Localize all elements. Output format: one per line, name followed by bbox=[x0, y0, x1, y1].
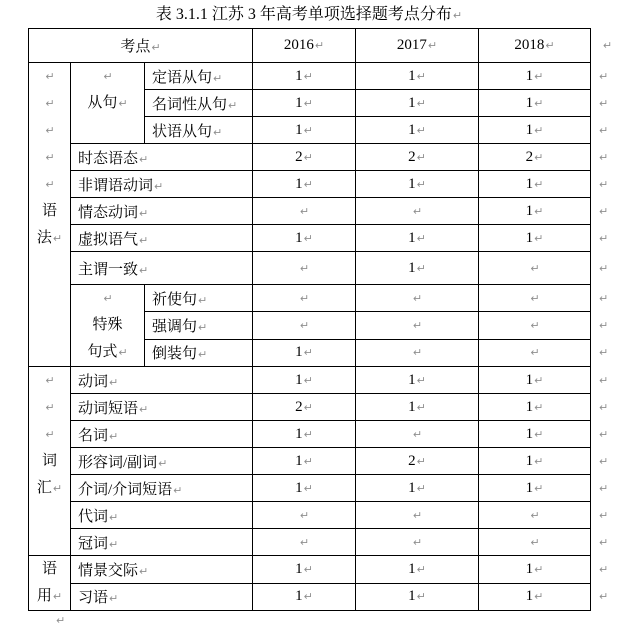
topic-cell: 介词/介词短语↵ bbox=[71, 475, 253, 502]
paragraph-mark: ↵ bbox=[109, 510, 119, 524]
paragraph-mark: ↵ bbox=[530, 261, 540, 275]
value-cell: 1↵ bbox=[479, 448, 591, 475]
paragraph-mark: ↵ bbox=[139, 402, 149, 416]
topic-cell: 代词↵ bbox=[71, 502, 253, 529]
paragraph-mark: ↵ bbox=[534, 590, 544, 604]
paragraph-mark-below-table: ↵ bbox=[56, 614, 66, 627]
empty-value-cell bbox=[356, 502, 479, 529]
paragraph-mark: ↵ bbox=[599, 231, 609, 245]
empty-value-cell bbox=[253, 285, 356, 312]
paragraph-mark: ↵ bbox=[599, 454, 609, 468]
paragraph-mark: ↵ bbox=[602, 39, 613, 52]
section-cell-line bbox=[29, 171, 70, 198]
value-cell: 1↵ bbox=[356, 583, 479, 611]
header-year-2018: 2018↵ bbox=[479, 29, 591, 63]
section-cell-line bbox=[29, 421, 70, 448]
topic-cell: 名词性从句↵ bbox=[145, 90, 253, 117]
header-year-2016: 2016↵ bbox=[253, 29, 356, 63]
paragraph-mark: ↵ bbox=[416, 454, 426, 468]
paragraph-mark: ↵ bbox=[303, 123, 313, 137]
empty-value-cell bbox=[253, 252, 356, 285]
value-cell: 1↵ bbox=[479, 117, 591, 144]
end-of-row-mark bbox=[591, 475, 617, 502]
section-cell-line: 语 bbox=[41, 561, 57, 577]
paragraph-mark: ↵ bbox=[599, 481, 609, 495]
section-cell-line bbox=[29, 367, 70, 394]
paragraph-mark: ↵ bbox=[303, 400, 313, 414]
end-of-row-mark bbox=[591, 448, 617, 475]
value-cell: 1↵ bbox=[479, 421, 591, 448]
paragraph-mark: ↵ bbox=[299, 318, 310, 332]
paragraph-mark: ↵ bbox=[599, 346, 609, 360]
section-cell-line: 词 bbox=[41, 453, 57, 469]
paragraph-mark: ↵ bbox=[599, 123, 609, 137]
paragraph-mark: ↵ bbox=[52, 232, 63, 245]
paragraph-mark: ↵ bbox=[303, 427, 313, 441]
empty-value-cell bbox=[356, 312, 479, 339]
paragraph-mark: ↵ bbox=[412, 318, 423, 332]
paragraph-mark: ↵ bbox=[416, 400, 426, 414]
empty-value-cell bbox=[479, 285, 591, 312]
topic-cell: 动词短语↵ bbox=[71, 394, 253, 421]
paragraph-mark: ↵ bbox=[599, 562, 609, 576]
paragraph-mark: ↵ bbox=[139, 206, 149, 220]
paragraph-mark: ↵ bbox=[545, 39, 555, 52]
paragraph-mark: ↵ bbox=[530, 318, 540, 332]
paragraph-mark: ↵ bbox=[534, 204, 544, 218]
topic-cell: 名词↵ bbox=[71, 421, 253, 448]
paragraph-mark: ↵ bbox=[416, 69, 426, 83]
paragraph-mark: ↵ bbox=[303, 562, 313, 576]
paragraph-mark: ↵ bbox=[599, 150, 609, 164]
table-title-text: 表 3.1.1 江苏 3 年高考单项选择题考点分布 bbox=[155, 6, 452, 23]
topic-cell: 强调句↵ bbox=[145, 312, 253, 339]
value-cell: 1↵ bbox=[356, 171, 479, 198]
paragraph-mark: ↵ bbox=[534, 231, 544, 245]
paragraph-mark: ↵ bbox=[530, 291, 540, 305]
header-topic: 考点↵ bbox=[29, 29, 253, 63]
paragraph-mark: ↵ bbox=[139, 233, 149, 247]
paragraph-mark: ↵ bbox=[198, 320, 208, 334]
paragraph-mark: ↵ bbox=[45, 124, 55, 137]
end-of-row-mark bbox=[591, 556, 617, 584]
table-row bbox=[29, 63, 617, 90]
table-row bbox=[29, 171, 617, 198]
paragraph-mark: ↵ bbox=[45, 151, 55, 164]
paragraph-mark: ↵ bbox=[416, 481, 426, 495]
section-cell-line: 句式↵ bbox=[87, 344, 128, 360]
section-cell-line bbox=[29, 394, 70, 421]
end-of-row-mark bbox=[591, 90, 617, 117]
end-of-row-mark bbox=[591, 198, 617, 225]
end-of-row-mark bbox=[591, 367, 617, 394]
paragraph-mark: ↵ bbox=[299, 535, 310, 549]
paragraph-mark: ↵ bbox=[228, 98, 238, 112]
paragraph-mark: ↵ bbox=[530, 535, 540, 549]
paragraph-mark: ↵ bbox=[534, 481, 544, 495]
value-cell: 1↵ bbox=[253, 339, 356, 366]
table-header-row bbox=[29, 29, 617, 63]
section-cell-line: 法↵ bbox=[36, 230, 63, 246]
table-row bbox=[29, 367, 617, 394]
section-cell-line bbox=[29, 63, 70, 90]
topic-cell: 形容词/副词↵ bbox=[71, 448, 253, 475]
paragraph-mark: ↵ bbox=[599, 535, 609, 549]
paragraph-mark: ↵ bbox=[109, 537, 119, 551]
value-cell: 1↵ bbox=[253, 367, 356, 394]
paragraph-mark: ↵ bbox=[213, 71, 223, 85]
section-cell-line bbox=[29, 144, 70, 171]
empty-value-cell bbox=[479, 502, 591, 529]
topic-cell: 动词↵ bbox=[71, 367, 253, 394]
section-vocabulary bbox=[29, 367, 71, 556]
topic-cell: 虚拟语气↵ bbox=[71, 225, 253, 252]
end-of-row-mark bbox=[591, 502, 617, 529]
value-cell: 1↵ bbox=[356, 556, 479, 584]
paragraph-mark: ↵ bbox=[416, 177, 426, 191]
table-title bbox=[28, 5, 590, 25]
paragraph-mark: ↵ bbox=[412, 535, 423, 549]
empty-value-cell bbox=[356, 285, 479, 312]
table-row bbox=[29, 144, 617, 171]
paragraph-mark: ↵ bbox=[416, 373, 426, 387]
paragraph-mark: ↵ bbox=[139, 564, 149, 578]
value-cell: 1↵ bbox=[479, 475, 591, 502]
end-of-row-mark bbox=[591, 117, 617, 144]
paragraph-mark: ↵ bbox=[303, 454, 313, 468]
paragraph-mark: ↵ bbox=[45, 70, 55, 83]
paragraph-mark: ↵ bbox=[103, 70, 113, 83]
topic-cell: 情景交际↵ bbox=[71, 556, 253, 584]
paragraph-mark: ↵ bbox=[118, 346, 128, 359]
table-row bbox=[29, 448, 617, 475]
empty-value-cell bbox=[253, 529, 356, 556]
topic-cell: 祈使句↵ bbox=[145, 285, 253, 312]
value-cell: 2↵ bbox=[356, 448, 479, 475]
end-of-row-mark bbox=[591, 529, 617, 556]
value-cell: 1↵ bbox=[479, 171, 591, 198]
value-cell: 1↵ bbox=[356, 367, 479, 394]
paragraph-mark: ↵ bbox=[416, 96, 426, 110]
topic-cell: 冠词↵ bbox=[71, 529, 253, 556]
empty-value-cell bbox=[356, 339, 479, 366]
empty-value-cell bbox=[479, 312, 591, 339]
exam-table-body bbox=[29, 29, 617, 611]
value-cell: 1↵ bbox=[356, 252, 479, 285]
value-cell: 1↵ bbox=[479, 90, 591, 117]
paragraph-mark: ↵ bbox=[599, 261, 609, 275]
value-cell: 1↵ bbox=[253, 63, 356, 90]
paragraph-mark: ↵ bbox=[416, 150, 426, 164]
end-of-row-mark bbox=[591, 339, 617, 366]
group-subordinate-clause bbox=[71, 63, 145, 144]
table-row bbox=[29, 529, 617, 556]
paragraph-mark: ↵ bbox=[109, 429, 119, 443]
paragraph-mark: ↵ bbox=[303, 177, 313, 191]
paragraph-mark: ↵ bbox=[416, 590, 426, 604]
paragraph-mark: ↵ bbox=[534, 96, 544, 110]
paragraph-mark: ↵ bbox=[534, 562, 544, 576]
end-of-row-mark bbox=[591, 421, 617, 448]
value-cell: 2↵ bbox=[253, 394, 356, 421]
paragraph-mark: ↵ bbox=[103, 292, 113, 305]
empty-value-cell bbox=[356, 529, 479, 556]
paragraph-mark: ↵ bbox=[303, 481, 313, 495]
value-cell: 1↵ bbox=[479, 225, 591, 252]
paragraph-mark: ↵ bbox=[139, 263, 149, 277]
paragraph-mark: ↵ bbox=[198, 348, 208, 362]
paragraph-mark: ↵ bbox=[412, 427, 423, 441]
paragraph-mark: ↵ bbox=[534, 150, 544, 164]
value-cell: 1↵ bbox=[356, 394, 479, 421]
end-of-row-mark bbox=[591, 171, 617, 198]
paragraph-mark: ↵ bbox=[599, 318, 609, 332]
paragraph-mark: ↵ bbox=[452, 9, 463, 22]
paragraph-mark: ↵ bbox=[599, 427, 609, 441]
value-cell: 1↵ bbox=[253, 475, 356, 502]
topic-cell: 情态动词↵ bbox=[71, 198, 253, 225]
paragraph-mark: ↵ bbox=[412, 508, 423, 522]
paragraph-mark: ↵ bbox=[151, 41, 161, 54]
paragraph-mark: ↵ bbox=[52, 482, 63, 495]
topic-cell: 非谓语动词↵ bbox=[71, 171, 253, 198]
paragraph-mark: ↵ bbox=[599, 373, 609, 387]
paragraph-mark: ↵ bbox=[599, 69, 609, 83]
paragraph-mark: ↵ bbox=[534, 427, 544, 441]
paragraph-mark: ↵ bbox=[534, 373, 544, 387]
value-cell: 1↵ bbox=[356, 225, 479, 252]
paragraph-mark: ↵ bbox=[427, 39, 438, 52]
empty-value-cell bbox=[479, 252, 591, 285]
table-row bbox=[29, 252, 617, 285]
paragraph-mark: ↵ bbox=[45, 374, 55, 387]
paragraph-mark: ↵ bbox=[303, 96, 313, 110]
value-cell: 2↵ bbox=[356, 144, 479, 171]
paragraph-mark: ↵ bbox=[534, 177, 544, 191]
end-of-row-mark bbox=[591, 63, 617, 90]
table-row bbox=[29, 475, 617, 502]
table-row bbox=[29, 285, 617, 312]
paragraph-mark: ↵ bbox=[534, 123, 544, 137]
paragraph-mark: ↵ bbox=[109, 592, 119, 606]
paragraph-mark: ↵ bbox=[416, 231, 426, 245]
header-year-2017: 2017↵ bbox=[356, 29, 479, 63]
table-row bbox=[29, 198, 617, 225]
end-of-row-mark bbox=[591, 312, 617, 339]
paragraph-mark: ↵ bbox=[139, 152, 149, 166]
paragraph-mark: ↵ bbox=[45, 178, 55, 191]
paragraph-mark: ↵ bbox=[45, 97, 55, 110]
end-of-row-mark bbox=[591, 583, 617, 611]
value-cell: 1↵ bbox=[356, 90, 479, 117]
section-cell-line: 语 bbox=[41, 203, 57, 219]
topic-cell: 倒装句↵ bbox=[145, 339, 253, 366]
paragraph-mark: ↵ bbox=[534, 454, 544, 468]
end-of-row-mark bbox=[591, 225, 617, 252]
paragraph-mark: ↵ bbox=[314, 39, 325, 52]
empty-value-cell bbox=[479, 339, 591, 366]
paragraph-mark: ↵ bbox=[599, 590, 609, 604]
end-of-row-mark bbox=[591, 252, 617, 285]
empty-value-cell bbox=[356, 198, 479, 225]
paragraph-mark: ↵ bbox=[599, 177, 609, 191]
table-row bbox=[29, 556, 617, 584]
empty-value-cell bbox=[479, 529, 591, 556]
paragraph-mark: ↵ bbox=[118, 97, 128, 110]
value-cell: 1↵ bbox=[479, 198, 591, 225]
value-cell: 1↵ bbox=[479, 367, 591, 394]
paragraph-mark: ↵ bbox=[416, 562, 426, 576]
value-cell: 1↵ bbox=[356, 117, 479, 144]
paragraph-mark: ↵ bbox=[412, 291, 423, 305]
end-of-row-mark bbox=[591, 394, 617, 421]
table-row bbox=[29, 394, 617, 421]
table-row bbox=[29, 421, 617, 448]
value-cell: 1↵ bbox=[253, 117, 356, 144]
paragraph-mark: ↵ bbox=[416, 261, 426, 275]
paragraph-mark: ↵ bbox=[534, 69, 544, 83]
paragraph-mark: ↵ bbox=[599, 508, 609, 522]
value-cell: 1↵ bbox=[479, 583, 591, 611]
value-cell: 1↵ bbox=[479, 556, 591, 584]
end-of-row-mark bbox=[591, 285, 617, 312]
paragraph-mark: ↵ bbox=[303, 590, 313, 604]
section-cell-line: 特殊 bbox=[92, 317, 123, 333]
paragraph-mark: ↵ bbox=[173, 483, 183, 497]
value-cell: 1↵ bbox=[253, 90, 356, 117]
paragraph-mark: ↵ bbox=[599, 96, 609, 110]
paragraph-mark: ↵ bbox=[109, 375, 119, 389]
paragraph-mark: ↵ bbox=[213, 125, 223, 139]
topic-cell: 习语↵ bbox=[71, 583, 253, 611]
value-cell: 1↵ bbox=[253, 448, 356, 475]
exam-topics-table bbox=[28, 28, 617, 611]
paragraph-mark: ↵ bbox=[416, 123, 426, 137]
section-cell-line: 从句↵ bbox=[87, 95, 128, 111]
section-grammar bbox=[29, 63, 71, 367]
topic-cell: 主谓一致↵ bbox=[71, 252, 253, 285]
end-of-row-mark bbox=[591, 29, 617, 63]
paragraph-mark: ↵ bbox=[303, 346, 313, 360]
topic-cell: 定语从句↵ bbox=[145, 63, 253, 90]
section-cell-line bbox=[29, 90, 70, 117]
paragraph-mark: ↵ bbox=[158, 456, 168, 470]
paragraph-mark: ↵ bbox=[45, 401, 55, 414]
paragraph-mark: ↵ bbox=[303, 373, 313, 387]
table-row bbox=[29, 583, 617, 611]
value-cell: 1↵ bbox=[479, 394, 591, 421]
paragraph-mark: ↵ bbox=[303, 231, 313, 245]
value-cell: 1↵ bbox=[253, 225, 356, 252]
table-row bbox=[29, 225, 617, 252]
topic-cell: 状语从句↵ bbox=[145, 117, 253, 144]
paragraph-mark: ↵ bbox=[599, 291, 609, 305]
empty-value-cell bbox=[253, 502, 356, 529]
paragraph-mark: ↵ bbox=[154, 179, 164, 193]
paragraph-mark: ↵ bbox=[52, 590, 63, 603]
paragraph-mark: ↵ bbox=[412, 346, 423, 360]
paragraph-mark: ↵ bbox=[599, 204, 609, 218]
section-cell-line: 用↵ bbox=[36, 588, 63, 604]
value-cell: 1↵ bbox=[356, 475, 479, 502]
value-cell: 1↵ bbox=[253, 556, 356, 584]
paragraph-mark: ↵ bbox=[198, 293, 208, 307]
paragraph-mark: ↵ bbox=[599, 400, 609, 414]
paragraph-mark: ↵ bbox=[299, 204, 310, 218]
empty-value-cell bbox=[253, 198, 356, 225]
paragraph-mark: ↵ bbox=[530, 346, 540, 360]
end-of-row-mark bbox=[591, 144, 617, 171]
paragraph-mark: ↵ bbox=[412, 204, 423, 218]
section-cell-line bbox=[71, 63, 144, 90]
empty-value-cell bbox=[253, 312, 356, 339]
paragraph-mark: ↵ bbox=[299, 291, 310, 305]
paragraph-mark: ↵ bbox=[534, 400, 544, 414]
paragraph-mark: ↵ bbox=[45, 428, 55, 441]
value-cell: 2↵ bbox=[253, 144, 356, 171]
section-cell-line bbox=[71, 285, 144, 312]
paragraph-mark: ↵ bbox=[299, 261, 310, 275]
paragraph-mark: ↵ bbox=[530, 508, 540, 522]
value-cell: 1↵ bbox=[253, 583, 356, 611]
table-row bbox=[29, 502, 617, 529]
value-cell: 1↵ bbox=[253, 171, 356, 198]
paragraph-mark: ↵ bbox=[299, 508, 310, 522]
section-cell-line bbox=[29, 117, 70, 144]
empty-value-cell bbox=[356, 421, 479, 448]
paragraph-mark: ↵ bbox=[303, 69, 313, 83]
section-cell-line: 汇↵ bbox=[36, 480, 63, 496]
value-cell: 1↵ bbox=[479, 63, 591, 90]
value-cell: 1↵ bbox=[356, 63, 479, 90]
value-cell: 2↵ bbox=[479, 144, 591, 171]
value-cell: 1↵ bbox=[253, 421, 356, 448]
section-pragmatics bbox=[29, 556, 71, 611]
paragraph-mark: ↵ bbox=[303, 150, 313, 164]
topic-cell: 时态语态↵ bbox=[71, 144, 253, 171]
group-special-sentence bbox=[71, 285, 145, 367]
